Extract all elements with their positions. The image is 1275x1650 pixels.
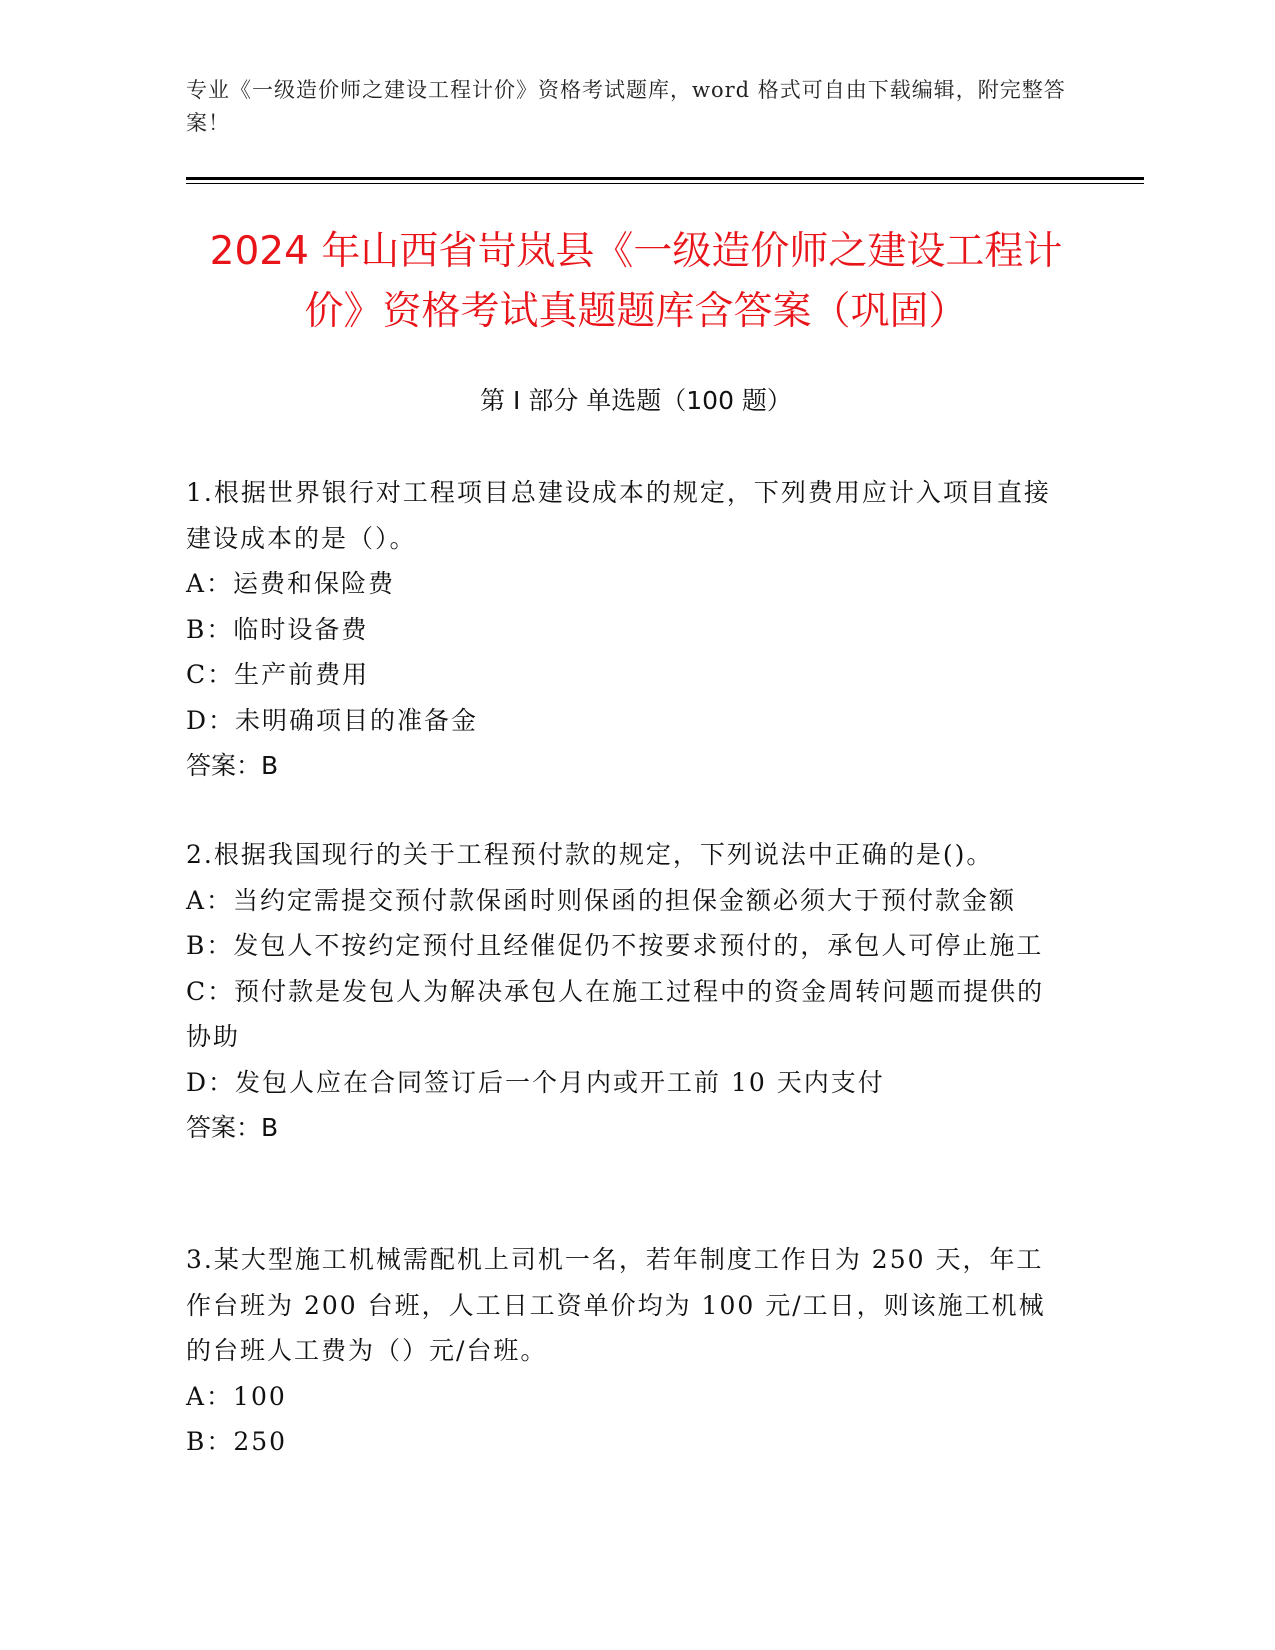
header-rule-thick <box>186 177 1144 180</box>
option-a: A：100 <box>186 1381 287 1411</box>
document-title: 2024 年山西省岢岚县《一级造价师之建设工程计价》资格考试真题题库含答案（巩固） <box>209 229 1063 334</box>
option-d: D：发包人应在合同签订后一个月内或开工前 10 天内支付 <box>186 1067 885 1097</box>
option-c: C：生产前费用 <box>186 660 370 689</box>
option-d: D：未明确项目的准备金 <box>186 705 479 735</box>
question-1 <box>186 470 1066 789</box>
answer: 答案：B <box>186 1113 279 1142</box>
option-b: B：250 <box>186 1427 288 1456</box>
question-stem: 2.根据我国现行的关于工程预付款的规定，下列说法中正确的是()。 <box>186 840 994 869</box>
question-stem: 1.根据世界银行对工程项目总建设成本的规定，下列费用应计入项目直接建设成本的是（）。 <box>186 478 1051 553</box>
option-c: C：预付款是发包人为解决承包人在施工过程中的资金周转问题而提供的协助 <box>186 976 1045 1051</box>
question-2 <box>186 832 1066 1151</box>
option-b: B：发包人不按约定预付且经催促仍不按要求预付的，承包人可停止施工 <box>186 931 1044 960</box>
option-b: B：临时设备费 <box>186 614 369 644</box>
question-3 <box>186 1237 1066 1465</box>
header-note: 专业《一级造价师之建设工程计价》资格考试题库，word 格式可自由下载编辑，附完整答案！ <box>186 78 1066 135</box>
section-title: 第 I 部分 单选题（100 题） <box>480 386 792 415</box>
answer: 答案：B <box>186 751 279 780</box>
option-a: A：当约定需提交预付款保函时则保函的担保金额必须大于预付款金额 <box>186 885 1017 915</box>
header-rule-thin <box>186 183 1144 184</box>
question-stem: 3.某大型施工机械需配机上司机一名，若年制度工作日为 250 天，年工作台班为 200 台班，人工日工资单价均为 100 元/工日，则该施工机械的台班人工费为（）元/台班。 <box>186 1245 1046 1365</box>
option-a: A：运费和保险费 <box>186 569 396 598</box>
